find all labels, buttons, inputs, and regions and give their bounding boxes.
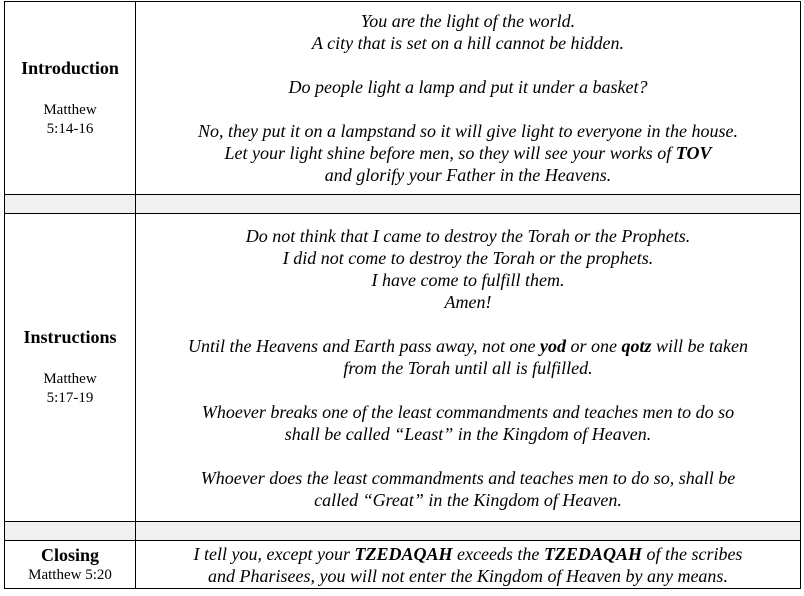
- intro-line: [136, 142, 800, 164]
- intro-line-text: Let your light shine before men, so they will see your works of: [224, 143, 676, 163]
- introduction-label-cell: [5, 2, 136, 195]
- intro-line: and glorify your Father in the Heavens.: [324, 165, 612, 185]
- closing-label-cell: [5, 541, 136, 589]
- tzedaqah-word: TZEDAQAH: [543, 543, 642, 564]
- closing-line-text: exceeds the: [452, 543, 544, 564]
- intro-line: A city that is set on a hill cannot be hidden.: [311, 33, 625, 53]
- instr-line: I did not come to destroy the Torah or the prophets.: [282, 247, 654, 268]
- closing-line: [136, 543, 800, 565]
- instructions-row: [5, 214, 801, 522]
- instr-line: Amen!: [444, 291, 492, 312]
- instructions-ref-book: Matthew: [43, 371, 97, 387]
- closing-line: and Pharisees, you will not enter the Kingdom of Heaven by any means.: [208, 565, 728, 586]
- instr-line-text: will be taken: [651, 335, 748, 356]
- closing-line-text: I tell you, except your: [193, 543, 355, 564]
- instr-line: from the Torah until all is fulfilled.: [343, 357, 593, 378]
- closing-title: Closing: [40, 544, 100, 565]
- closing-row: [5, 541, 801, 589]
- instr-line: I have come to fulfill them.: [371, 269, 565, 290]
- introduction-row: [5, 2, 801, 195]
- instructions-title: Instructions: [23, 327, 117, 347]
- qotz-word: qotz: [621, 335, 652, 356]
- instr-line: called “Great” in the Kingdom of Heaven.: [314, 489, 622, 510]
- closing-line-text: of the scribes: [641, 543, 743, 564]
- instr-line: Do not think that I came to destroy the Torah or the Prophets.: [245, 225, 691, 246]
- introduction-text-cell: [136, 2, 801, 195]
- instr-line-text: or one: [565, 335, 622, 356]
- scripture-table: [4, 1, 801, 589]
- spacer-row: [5, 522, 801, 541]
- instr-line-text: Until the Heavens and Earth pass away, not one: [188, 335, 540, 356]
- tov-word: TOV: [675, 143, 712, 163]
- closing-text-cell: [136, 541, 801, 589]
- instr-line: Whoever breaks one of the least commandments and teaches men to do so: [201, 401, 735, 422]
- introduction-ref-verses: 5:14-16: [46, 120, 94, 137]
- introduction-title: Introduction: [21, 57, 119, 78]
- closing-ref: Matthew 5:20: [28, 566, 112, 583]
- instructions-text-cell: [136, 214, 801, 522]
- intro-line: You are the light of the world.: [360, 11, 576, 31]
- yod-word: yod: [539, 335, 566, 356]
- intro-line: Do people light a lamp and put it under a basket?: [288, 77, 648, 97]
- instructions-label-cell: [5, 214, 136, 522]
- intro-line: No, they put it on a lampstand so it will give light to everyone in the house.: [198, 121, 738, 141]
- instructions-ref-verses: 5:17-19: [46, 390, 94, 406]
- introduction-ref-book: Matthew: [43, 101, 97, 118]
- instr-line: Whoever does the least commandments and teaches men to do so, shall be: [200, 467, 736, 488]
- spacer-row: [5, 195, 801, 214]
- instr-line: shall be called “Least” in the Kingdom of Heaven.: [284, 423, 652, 444]
- tzedaqah-word: TZEDAQAH: [354, 543, 453, 564]
- instr-line: [136, 335, 800, 357]
